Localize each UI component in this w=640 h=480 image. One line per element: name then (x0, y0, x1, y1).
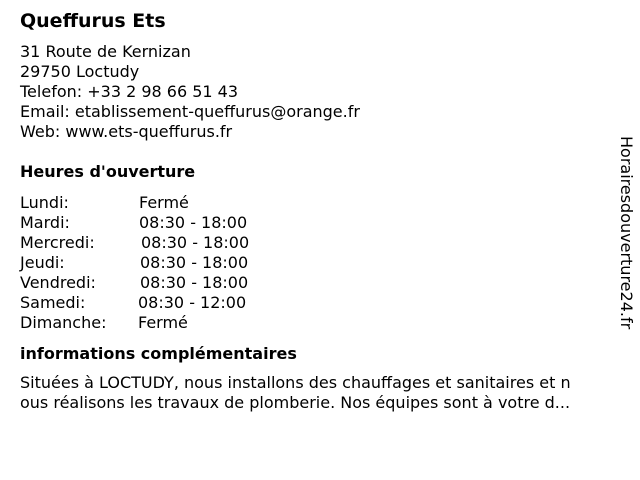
address-street: 31 Route de Kernizan (20, 42, 191, 61)
hours-time: 08:30 - 12:00 (138, 293, 247, 312)
address-city: 29750 Loctudy (20, 62, 140, 81)
info-text-line-1: Situées à LOCTUDY, nous installons des chauffages et sanitaires et n (20, 373, 571, 392)
hours-table (20, 193, 616, 333)
business-card (20, 8, 616, 413)
hours-row-mercredi (20, 233, 616, 253)
hours-day: Dimanche: (20, 313, 107, 332)
hours-row-jeudi (20, 253, 616, 273)
phone-line: Telefon: +33 2 98 66 51 43 (20, 82, 239, 101)
hours-time: Fermé (139, 193, 189, 212)
info-text-line-2: ous réalisons les travaux de plomberie. Nos équipes sont à votre d... (20, 393, 571, 412)
hours-time: 08:30 - 18:00 (140, 273, 249, 292)
info-heading: informations complémentaires (20, 344, 297, 363)
hours-day: Lundi: (20, 193, 69, 212)
hours-day: Mardi: (20, 213, 70, 232)
hours-row-vendredi (20, 273, 616, 293)
hours-row-samedi (20, 293, 616, 313)
business-name: Queffurus Ets (20, 10, 166, 32)
hours-day: Vendredi: (20, 273, 96, 292)
hours-row-dimanche (20, 313, 616, 333)
hours-row-lundi (20, 193, 616, 213)
hours-row-mardi (20, 213, 616, 233)
site-watermark-text: Horairesdouverture24.fr (617, 136, 636, 330)
site-watermark (612, 136, 638, 346)
hours-time: 08:30 - 18:00 (139, 213, 248, 232)
hours-heading: Heures d'ouverture (20, 162, 196, 181)
hours-time: 08:30 - 18:00 (141, 233, 250, 252)
hours-time: Fermé (138, 313, 188, 332)
hours-day: Mercredi: (20, 233, 95, 252)
hours-time: 08:30 - 18:00 (140, 253, 249, 272)
hours-day: Jeudi: (20, 253, 65, 272)
web-line: Web: www.ets-queffurus.fr (20, 122, 233, 141)
email-line: Email: etablissement-queffurus@orange.fr (20, 102, 360, 121)
hours-day: Samedi: (20, 293, 86, 312)
